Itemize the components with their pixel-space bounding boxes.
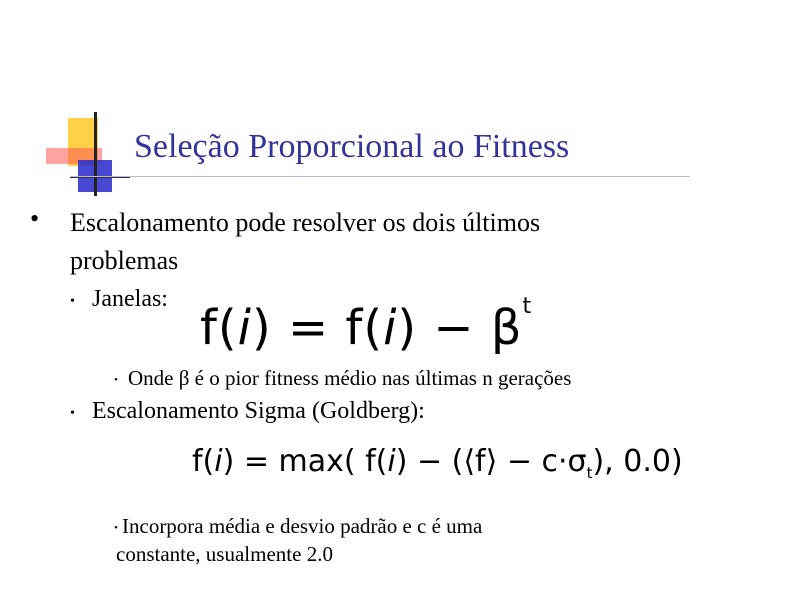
bullet-icon: • (70, 294, 75, 309)
sigma-formula: f(i) = max( f(i) − (⟨f⟩ − $c\cdot\sigma_t$), 0.0) (192, 444, 683, 482)
bullet-icon: • (114, 374, 118, 386)
title-underline (70, 176, 690, 177)
windows-label: Janelas: (92, 286, 168, 312)
windows-note: Onde β é o pior fitness médio nas últimas n gerações (128, 366, 572, 390)
bullet-scaling-line2: problemas (70, 246, 179, 275)
bullet-scaling (70, 204, 540, 280)
slide-title: Seleção Proporcional ao Fitness (134, 128, 570, 165)
sigma-note-line2: constante, usualmente 2.0 (116, 542, 333, 566)
sigma-note-line1: Incorpora média e desvio padrão e c é uma (122, 514, 483, 538)
bullet-scaling-line1: Escalonamento pode resolver os dois últimos (70, 208, 541, 237)
bullet-icon: • (30, 204, 40, 233)
windows-formula: $f(i) = f(i) - \beta^t$ (200, 294, 533, 356)
bullet-icon: • (114, 522, 118, 534)
sigma-label: Escalonamento Sigma (Goldberg): (92, 398, 425, 424)
bullet-icon: • (70, 406, 75, 421)
slide-logo-icon (0, 0, 140, 200)
